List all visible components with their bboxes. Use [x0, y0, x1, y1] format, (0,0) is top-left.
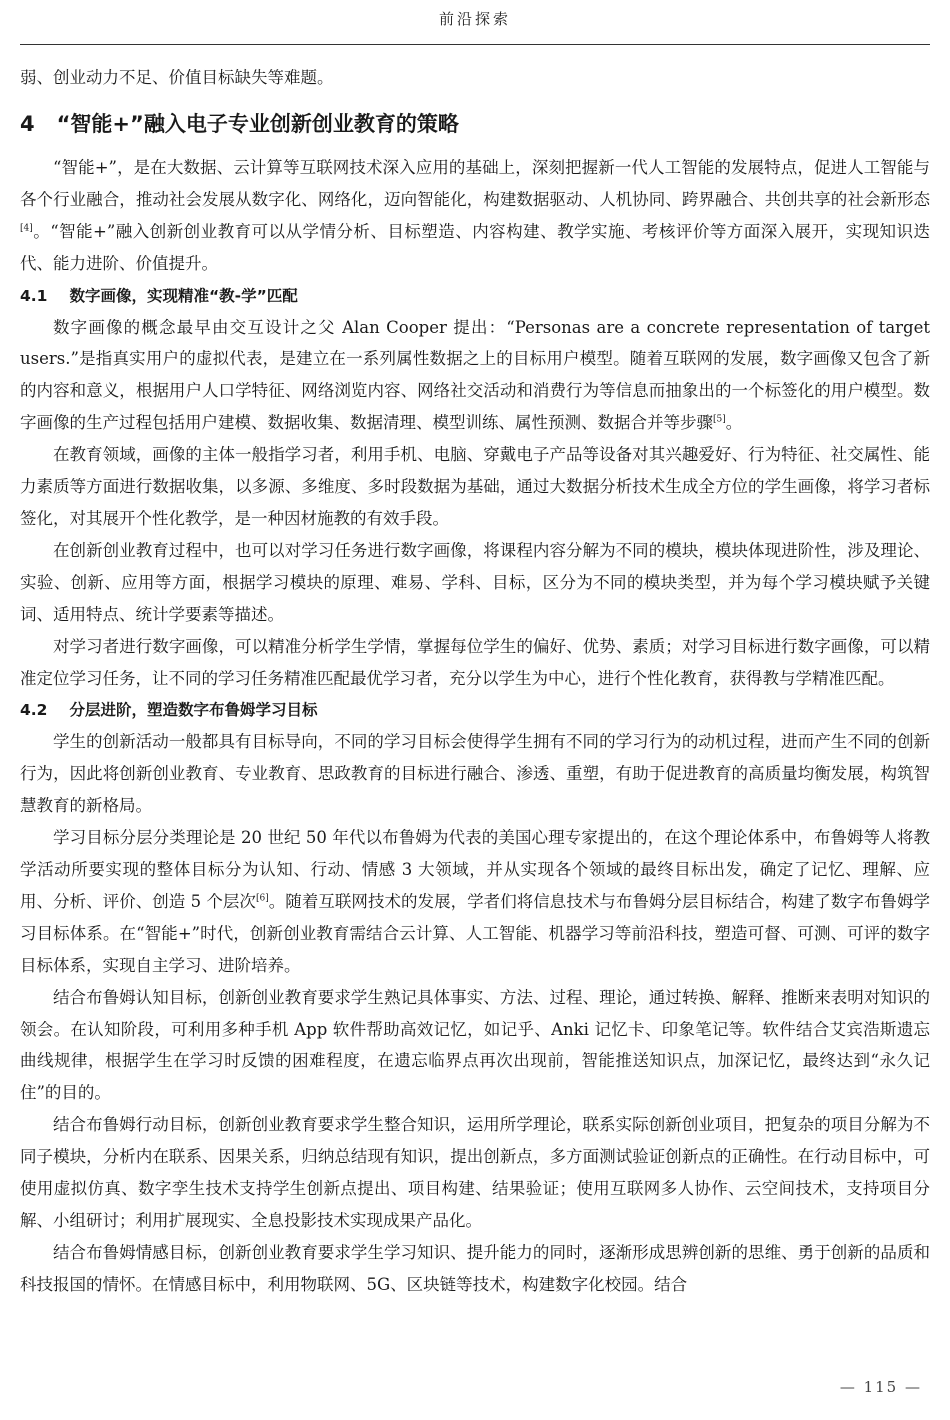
paragraph: 对学习者进行数字画像，可以精准分析学生学情，掌握每位学生的偏好、优势、素质；对学习目标进行数字画像，可以精准定位学习任务，让不同的学习任务精准匹配最优学习者，充分以学生为中心，进行个性化教育，获得教与学精准匹配。: [20, 636, 930, 688]
paragraph: 学习目标分层分类理论是 20 世纪 50 年代以布鲁姆为代表的美国心理专家提出的，在这个理论体系中，布鲁姆等人将教学活动所要实现的整体目标分为认知、行动、情感 3 大领域，并从实现各个领域的最终目标出发，确定了记忆、理解、应用、分析、评价、创造 5 个层次[6]。随着互联网技术的发展，学者们将信息技术与布鲁姆分层目标结合，构建了数字布鲁姆学习目标体系。在“智能+”时代，创新创业教育需结合云计算、人工智能、机器学习等前沿科技，塑造可督、可测、可评的数字目标体系，实现自主学习、进阶培养。: [20, 828, 930, 975]
subsection-4-1-heading: [20, 280, 930, 312]
paragraph: 学生的创新活动一般都具有目标导向，不同的学习目标会使得学生拥有不同的学习行为的动机过程，进而产生不同的创新行为，因此将创新创业教育、专业教育、思政教育的目标进行融合、渗透、重塑，有助于促进教育的高质量均衡发展，构筑智慧教育的新格局。: [20, 732, 930, 816]
header-rule: [20, 44, 930, 45]
citation-5: [5]: [713, 414, 726, 425]
section-4-intro: “智能+”，是在大数据、云计算等互联网技术深入应用的基础上，深刻把握新一代人工智能的发展特点，促进人工智能与各个行业融合，推动社会发展从数字化、网络化，迈向智能化，构建数据驱动、人机协同、跨界融合、共创共享的社会新形态[4]。“智能+”融入创新创业教育可以从学情分析、目标塑造、内容构建、教学实施、考核评价等方面深入展开，实现知识迭代、能力进阶、价值提升。: [20, 157, 930, 273]
page-number: — 115 —: [839, 1378, 922, 1396]
running-header: 前沿探索: [438, 10, 511, 28]
paragraph: 结合布鲁姆情感目标，创新创业教育要求学生学习知识、提升能力的同时，逐渐形成思辨创新的思维、勇于创新的品质和科技报国的情怀。在情感目标中，利用物联网、5G、区块链等技术，构建数字化校园。结合: [20, 1242, 930, 1294]
paragraph: 数字画像的概念最早由交互设计之父 Alan Cooper 提出：“Personas are a concrete representation of target users.”是指真实用户的虚拟代表，是建立在一系列属性数据之上的目标用户模型。随着互联网的发展，数字画像又包含了新的内容和意义，根据用户人口学特征、网络浏览内容、网络社交活动和消费行为等信息而抽象出的一个标签化的用户模型。数字画像的生产过程包括用户建模、数据收集、数据清理、模型训练、属性预测、数据合并等步骤[5]。: [20, 317, 930, 433]
paragraph: 结合布鲁姆行动目标，创新创业教育要求学生整合知识，运用所学理论，联系实际创新创业项目，把复杂的项目分解为不同子模块，分析内在联系、因果关系，归纳总结现有知识，提出创新点，多方面测试验证创新点的正确性。在行动目标中，可使用虚拟仿真、数字孪生技术支持学生创新点提出、项目构建、结果验证；使用互联网多人协作、云空间技术，支持项目分解、小组研讨；利用扩展现实、全息投影技术实现成果产品化。: [20, 1115, 930, 1230]
subsection-number: 4.2: [20, 701, 48, 720]
subsection-4-2-heading: [20, 694, 930, 726]
section-title: “智能+”融入电子专业创新创业教育的策略: [56, 111, 459, 136]
citation-4: [4]: [20, 223, 33, 234]
journal-page: [20, 0, 930, 1420]
citation-6: [6]: [255, 893, 269, 904]
section-4-heading: [20, 104, 930, 144]
subsection-title: 分层进阶，塑造数字布鲁姆学习目标: [69, 701, 318, 720]
section-number: 4: [20, 111, 35, 136]
article-body: [20, 62, 930, 1301]
continuation-paragraph: 弱、创业动力不足、价值目标缺失等难题。: [20, 68, 334, 87]
subsection-title: 数字画像，实现精准“教-学”匹配: [69, 286, 298, 305]
paragraph: 在教育领域，画像的主体一般指学习者，利用手机、电脑、穿戴电子产品等设备对其兴趣爱好、行为特征、社交属性、能力素质等方面进行数据收集，以多源、多维度、多时段数据为基础，通过大数据分析技术生成全方位的学生画像，将学习者标签化，对其展开个性化教学，是一种因材施教的有效手段。: [20, 445, 930, 528]
subsection-number: 4.1: [20, 286, 48, 305]
paragraph: 结合布鲁姆认知目标，创新创业教育要求学生熟记具体事实、方法、过程、理论，通过转换、解释、推断来表明对知识的领会。在认知阶段，可利用多种手机 App 软件帮助高效记忆，如记乎、Anki 记忆卡、印象笔记等。软件结合艾宾浩斯遗忘曲线规律，根据学生在学习时反馈的困难程度，在遗忘临界点再次出现前，智能推送知识点，加深记忆，最终达到“永久记住”的目的。: [20, 987, 930, 1103]
paragraph: 在创新创业教育过程中，也可以对学习任务进行数字画像，将课程内容分解为不同的模块，模块体现进阶性，涉及理论、实验、创新、应用等方面，根据学习模块的原理、难易、学科、目标，区分为不同的模块类型，并为每个学习模块赋予关键词、适用特点、统计学要素等描述。: [20, 540, 930, 624]
